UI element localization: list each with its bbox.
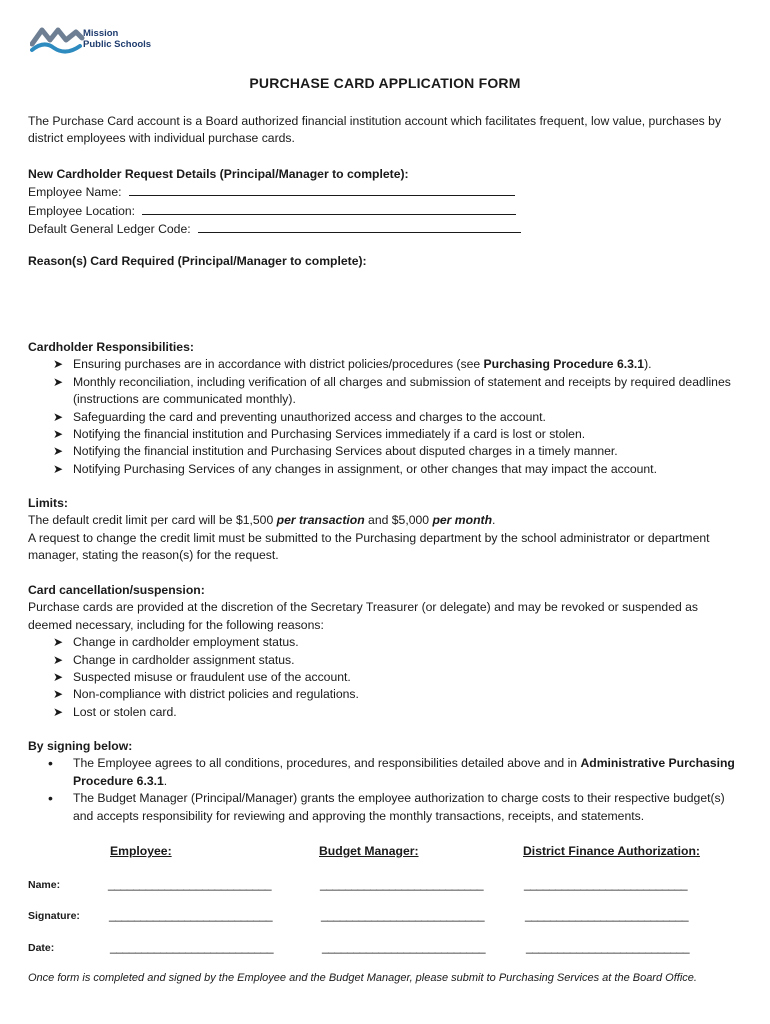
limits-section: [28, 495, 743, 565]
limits-heading: Limits:: [28, 496, 68, 510]
arrow-bullet-icon: ➤: [53, 652, 64, 667]
arrow-bullet-icon: ➤: [53, 357, 64, 372]
list-item: ➤ Safeguarding the card and preventing unauthorized access and charges to the account.: [28, 409, 743, 426]
arrow-bullet-icon: ➤: [53, 635, 64, 650]
logo-line-2: Public Schools: [83, 39, 152, 50]
responsibilities-heading: Cardholder Responsibilities:: [28, 340, 194, 354]
list-item: ➤ Notifying the financial institution and Purchasing Services about disputed charges in a timely manner.: [28, 443, 743, 460]
cancellation-section: [28, 582, 743, 721]
column-budget-manager: Budget Manager:: [319, 844, 419, 858]
manager-signature-line[interactable]: __________________________: [321, 908, 485, 922]
arrow-bullet-icon: ➤: [53, 687, 64, 702]
employee-signature-line[interactable]: __________________________: [109, 908, 273, 922]
list-item: ➤ Lost or stolen card.: [28, 704, 743, 721]
field-employee-location: [28, 202, 743, 220]
bullet-dot-icon: •: [48, 790, 53, 807]
finance-name-line[interactable]: __________________________: [524, 877, 688, 891]
list-item: ➤ Notifying the financial institution and Purchasing Services immediately if a card is lost or stolen.: [28, 426, 743, 443]
field-employee-name: [28, 183, 743, 201]
arrow-bullet-icon: ➤: [53, 704, 64, 719]
employee-location-input-line[interactable]: [142, 202, 516, 215]
responsibilities-list: [28, 356, 743, 478]
finance-signature-line[interactable]: __________________________: [525, 908, 689, 922]
list-item: ➤ Monthly reconciliation, including verification of all charges and submission of statement and receipts by required deadlines (instructions are communicated monthly).: [53, 374, 731, 407]
list-item: • The Employee agrees to all conditions, procedures, and responsibilities detailed above and in Administrative Purchasing Procedure 6.3.1.: [48, 755, 735, 788]
intro-paragraph: The Purchase Card account is a Board authorized financial institution account which facilitates frequent, low value, purchases by district employees with individual purchase cards.: [28, 114, 722, 146]
employee-name-input-line[interactable]: [129, 183, 515, 196]
signing-heading: By signing below:: [28, 739, 133, 753]
employee-name-line[interactable]: __________________________: [108, 877, 272, 891]
arrow-bullet-icon: ➤: [53, 409, 64, 424]
responsibilities-section: [28, 339, 743, 478]
row-label-name: Name:: [28, 879, 61, 891]
request-heading: New Cardholder Request Details (Principal/Manager to complete):: [28, 167, 409, 181]
row-label-signature: Signature:: [28, 910, 80, 922]
limits-line-2: A request to change the credit limit must be submitted to the Purchasing department by the school administrator or department manager, stating the reason(s) for the request.: [28, 530, 710, 563]
gl-code-input-line[interactable]: [198, 220, 521, 233]
form-title: PURCHASE CARD APPLICATION FORM: [249, 75, 521, 91]
cancellation-heading: Card cancellation/suspension:: [28, 583, 205, 597]
bullet-dot-icon: •: [48, 755, 53, 772]
reasons-heading: Reason(s) Card Required (Principal/Manager to complete):: [28, 254, 367, 268]
list-item: ➤ Notifying Purchasing Services of any changes in assignment, or other changes that may impact the account.: [28, 461, 743, 478]
list-item: • The Budget Manager (Principal/Manager) grants the employee authorization to charge costs to their respective budget(s) and accepts responsibility for reviewing and approving the monthly transactions, receipts, and statements.: [48, 790, 725, 823]
arrow-bullet-icon: ➤: [53, 461, 64, 476]
field-label: Employee Name:: [28, 185, 122, 200]
signing-list: [28, 755, 743, 825]
employee-date-line[interactable]: __________________________: [110, 940, 274, 954]
logo-line-1: Mission: [83, 28, 119, 39]
limits-line-1: The default credit limit per card will be $1,500 per transaction and $5,000 per month.: [28, 513, 496, 528]
manager-date-line[interactable]: __________________________: [322, 940, 486, 954]
manager-name-line[interactable]: __________________________: [320, 877, 484, 891]
cancellation-list: [28, 634, 743, 721]
arrow-bullet-icon: ➤: [53, 374, 64, 389]
field-label: Employee Location:: [28, 203, 136, 218]
list-item: ➤ Non-compliance with district policies and regulations.: [28, 686, 743, 703]
reasons-input-area[interactable]: [28, 272, 743, 332]
footer-note: Once form is completed and signed by the Employee and the Budget Manager, please submit to Purchasing Services at the Board Office.: [28, 972, 697, 984]
arrow-bullet-icon: ➤: [53, 444, 64, 459]
arrow-bullet-icon: ➤: [53, 670, 64, 685]
list-item: ➤ Ensuring purchases are in accordance with district policies/procedures (see Purchasing Procedure 6.3.1).: [28, 356, 743, 373]
list-item: ➤ Suspected misuse or fraudulent use of the account.: [28, 669, 743, 686]
list-item: ➤ Change in cardholder employment status.: [28, 634, 743, 651]
cancellation-text: Purchase cards are provided at the discretion of the Secretary Treasurer (or delegate) and may be revoked or suspended as deemed necessary, including for the following reasons:: [28, 600, 699, 632]
row-label-date: Date:: [28, 942, 55, 954]
arrow-bullet-icon: ➤: [53, 427, 64, 442]
finance-date-line[interactable]: __________________________: [526, 940, 690, 954]
field-label: Default General Ledger Code:: [28, 222, 191, 237]
field-gl-code: [28, 220, 743, 238]
list-item: ➤ Change in cardholder assignment status.: [28, 652, 743, 669]
request-section: [28, 166, 743, 239]
column-employee: Employee:: [110, 844, 172, 858]
column-district-finance: District Finance Authorization:: [523, 844, 700, 858]
signing-section: [28, 738, 743, 825]
logo-text: [83, 28, 151, 50]
